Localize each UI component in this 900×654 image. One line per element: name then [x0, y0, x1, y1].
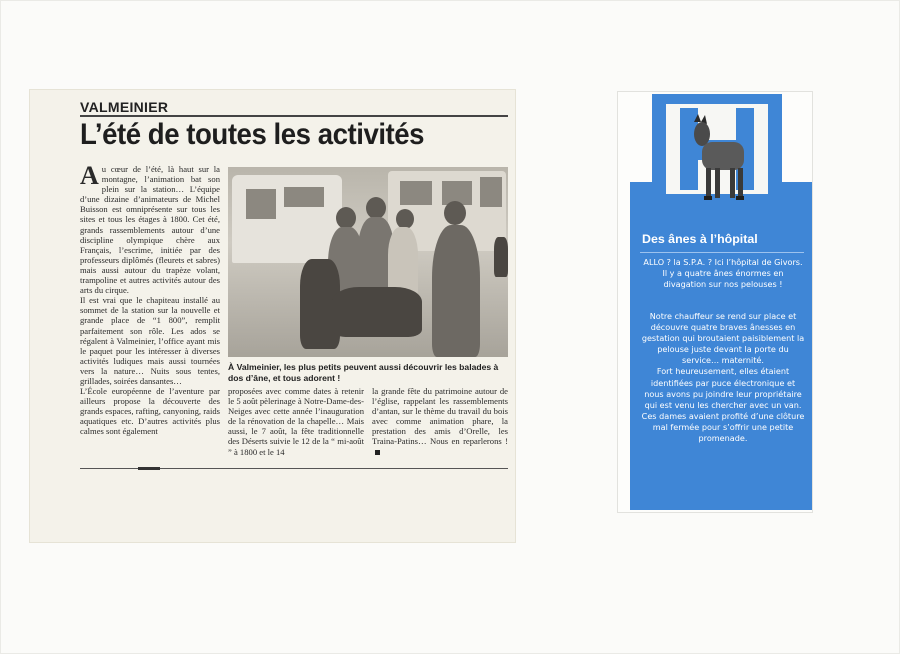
paragraph — [372, 386, 508, 457]
article-intro — [640, 257, 806, 290]
photo-donkey-edge — [494, 237, 508, 277]
magazine-clipping — [618, 92, 812, 512]
article-title: Des ânes à l’hôpital — [642, 232, 758, 246]
article-column-2 — [228, 386, 364, 468]
kicker-rule — [80, 115, 508, 117]
article-photo — [228, 167, 508, 357]
photo-van-window — [246, 189, 276, 219]
article-body — [640, 311, 806, 444]
article-headline: L’été de toutes les activités — [80, 118, 425, 151]
title-rule — [640, 252, 804, 253]
photo-caption: À Valmeinier, les plus petits peuvent aussi découvrir les balades à dos d’âne, et tous adorent ! — [228, 362, 499, 383]
end-of-article-mark — [375, 450, 380, 455]
paragraph-text: la grande fête du patrimoine autour de l’église, rappelant les rassemblements d’antan, sur le thème du travail du bois avec comme animation phare, la prestation des amis d’Orelle, les Traina-Patins… Nous en reparlerons ! — [372, 386, 508, 447]
photo-person-head — [366, 197, 386, 219]
paragraph: Notre chauffeur se rend sur place et découvre quatre braves ânesses en gestation qui broutaient paisiblement la pelouse juste devant la porte du service… maternité. — [641, 311, 805, 366]
photo-person-head — [336, 207, 356, 229]
photo-child-head — [396, 209, 414, 229]
photo-van-window — [480, 177, 502, 207]
drop-cap: A — [80, 164, 99, 190]
paragraph: Fort heureusement, elles étaient identifiées par puce électronique et nous avons pu joindre leur propriétaire qui est venu les chercher avec un van. Ces dames avaient profité d’une clôture mal fermée pour s’offrir une petite promenade. — [641, 366, 805, 444]
photo-van-window — [400, 181, 432, 205]
photo-man — [432, 225, 480, 357]
article-kicker: VALMEINIER — [80, 99, 169, 115]
newspaper-clipping — [30, 90, 515, 542]
paragraph: ALLO ? la S.P.A. ? Ici l’hôpital de Givors. Il y a quatre ânes énormes en divagation sur nos pelouses ! — [643, 257, 803, 290]
photo-man-head — [444, 201, 466, 225]
article-column-1 — [80, 164, 220, 464]
paragraph: u cœur de l’été, là haut sur la montagne, l’animation bat son plein sur la station… L’équipe d’une dizaine d’animateurs de Michel Buisson est omniprésente sur tous les sites et tous les étages à 1800. Cet été, grands rassemblements autour d’une discipline olympique chère aux Français, l’escrime, initiée par des professeurs diplômés (fleurets et sabres) mais aussi autour du trapèze volant, trampoline et autres activités autour des arts du cirque. — [80, 164, 220, 296]
photo-van-window — [284, 187, 324, 207]
article-column-3 — [372, 386, 508, 468]
paragraph: L’École européenne de l’aventure par ailleurs propose la découverte des grands espaces, rafting, canyoning, raids aquatiques etc. D’autres activités plus calmes sont également — [80, 386, 220, 437]
donkey-illustration — [688, 112, 748, 204]
bottom-rule-accent — [138, 467, 160, 470]
paragraph: proposées avec comme dates à retenir le 5 août pèlerinage à Notre-Dame-des-Neiges avec cette année l’inauguration de la rénovation de la chapelle… Mais aussi, le 7 août, la fête traditionnelle des Déserts suivie le 12 de la “ mi-août ” à 1800 et le 14 — [228, 386, 364, 457]
photo-donkey-body — [332, 287, 422, 337]
paragraph: Il est vrai que le chapiteau installé au sommet de la station sur la nouvelle et grande place de “1 800”, remplit parfaitement son rôle. Les ados se régalent à Valmeinier, l’office ayant mis le paquet pour les intéresser à diverses activités ludiques mais aussi tournées vers la nature… Nuits sous tentes, grillades, soirées dansantes… — [80, 295, 220, 386]
